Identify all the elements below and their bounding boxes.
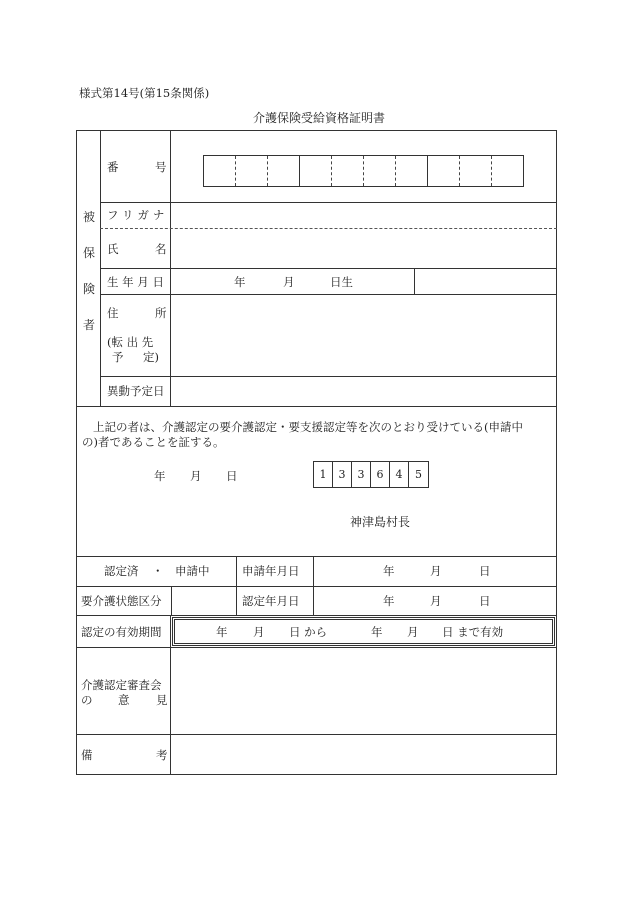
statement-line-2: の)者であることを証する。 xyxy=(82,435,225,449)
birth-day-unit: 日生 xyxy=(330,275,353,289)
committee-opinion-label: の xyxy=(81,693,93,707)
validity-end-month: 月 xyxy=(407,625,419,639)
issue-day-unit: 日 xyxy=(226,469,238,483)
care-level-label: 要介護状態区分 xyxy=(81,594,162,608)
name-label: 名 xyxy=(155,242,167,256)
committee-opinion-label: 意 xyxy=(118,693,130,707)
form-number-label: 様式第14号(第15条関係) xyxy=(79,86,210,100)
insurer-number-digit: 3 xyxy=(351,461,371,488)
certification-month-unit: 月 xyxy=(430,594,442,608)
insured-char: 保 xyxy=(82,246,95,260)
name-field[interactable] xyxy=(172,230,555,266)
application-date-label: 申請年月日 xyxy=(242,564,300,578)
number-label: 号 xyxy=(155,160,167,174)
insured-char: 険 xyxy=(82,282,95,296)
committee-opinion-label: 見 xyxy=(156,693,168,707)
validity-end-day: 日 まで有効 xyxy=(442,625,504,639)
furigana-label: フリガナ xyxy=(107,208,169,222)
certification-day-unit: 日 xyxy=(479,594,491,608)
document-title: 介護保険受給資格証明書 xyxy=(253,111,386,125)
statement-line-1: 上記の者は、介護認定の要介護認定・要支援認定等を次のとおり受けている(申請中 xyxy=(93,420,523,434)
transfer-label: (転 出 先 xyxy=(107,335,154,349)
insured-char: 者 xyxy=(82,318,95,332)
name-label: 氏 xyxy=(107,242,119,256)
remarks-label: 備 xyxy=(81,748,93,762)
issue-year-unit: 年 xyxy=(154,469,166,483)
transfer-label: 予 xyxy=(112,350,124,364)
move-date-label: 異動予定日 xyxy=(107,384,165,398)
insurer-number-digit: 5 xyxy=(408,461,429,488)
validity-start-year: 年 xyxy=(216,625,228,639)
birth-month-unit: 月 xyxy=(283,275,295,289)
number-label: 番 xyxy=(107,160,119,174)
applying-option[interactable]: 申請中 xyxy=(175,564,210,578)
application-year-unit: 年 xyxy=(383,564,395,578)
address-field[interactable] xyxy=(172,296,555,374)
insurer-number-digit: 4 xyxy=(389,461,409,488)
validity-end-year: 年 xyxy=(371,625,383,639)
application-day-unit: 日 xyxy=(479,564,491,578)
insured-char: 被 xyxy=(82,210,95,224)
care-level-field[interactable] xyxy=(173,588,234,613)
birth-date-label: 生 年 月 日 xyxy=(107,275,164,289)
validity-start-month: 月 xyxy=(253,625,265,639)
furigana-divider xyxy=(100,228,557,229)
certification-year-unit: 年 xyxy=(383,594,395,608)
insurer-number-digit: 6 xyxy=(370,461,390,488)
committee-opinion-label: 介護認定審査会 xyxy=(81,678,162,692)
certification-date-label: 認定年月日 xyxy=(242,594,300,608)
application-month-unit: 月 xyxy=(430,564,442,578)
insurer-number-digit: 1 xyxy=(313,461,333,488)
birth-year-unit: 年 xyxy=(234,275,246,289)
certified-option[interactable]: 認定済 xyxy=(104,564,139,578)
issuer-name: 神津島村長 xyxy=(350,515,411,529)
committee-opinion-field[interactable] xyxy=(172,649,555,732)
insurer-number-digit: 3 xyxy=(332,461,352,488)
transfer-label: 定) xyxy=(143,350,159,364)
validity-period-label: 認定の有効期間 xyxy=(81,625,162,639)
furigana-field[interactable] xyxy=(172,204,555,226)
address-label: 所 xyxy=(155,306,167,320)
validity-start-day: 日 から xyxy=(289,625,328,639)
remarks-field[interactable] xyxy=(172,736,555,773)
address-label: 住 xyxy=(107,306,119,320)
remarks-label: 考 xyxy=(156,748,168,762)
move-date-field[interactable] xyxy=(172,378,555,404)
issue-month-unit: 月 xyxy=(190,469,202,483)
option-separator: ・ xyxy=(152,564,164,578)
